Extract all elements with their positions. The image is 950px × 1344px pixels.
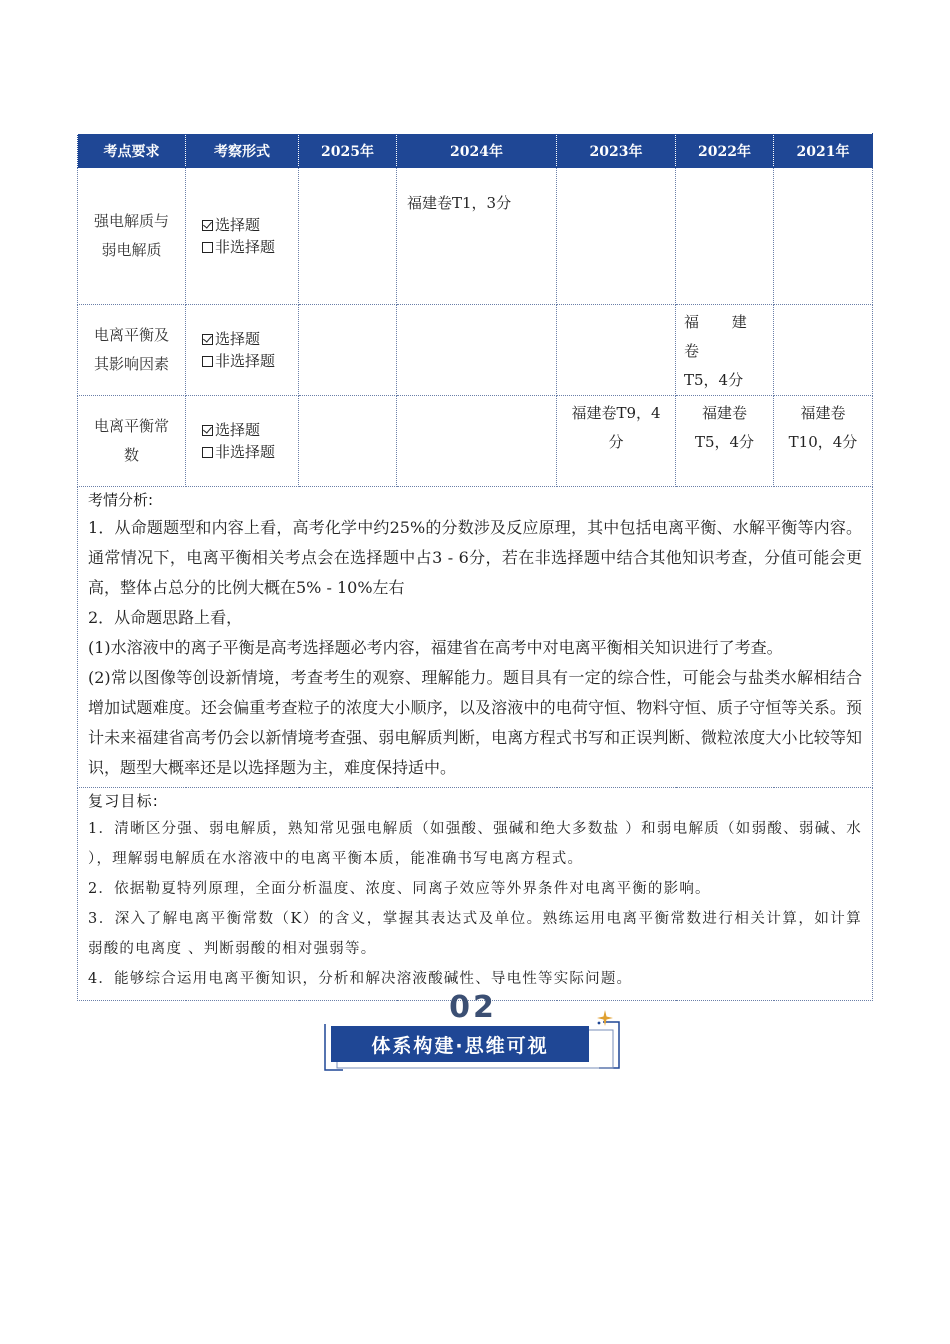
checked-box-icon xyxy=(202,425,213,436)
option-label: 选择题 xyxy=(215,330,261,348)
goals-cell xyxy=(78,788,873,1001)
header-2025: 2025年 xyxy=(299,134,397,168)
topic-cell xyxy=(78,396,186,487)
cell-line: 分 xyxy=(608,433,624,451)
table-row xyxy=(78,305,873,396)
analysis-cell xyxy=(78,487,873,788)
goal-item: 2．依据勒夏特列原理，全面分析温度、浓度、同离子效应等外界条件对电离平衡的影响。 xyxy=(88,881,711,897)
analysis-row xyxy=(78,487,873,788)
cell-2021 xyxy=(774,168,873,305)
cell-2021 xyxy=(774,396,873,487)
analysis-paragraph: (1)水溶液中的离子平衡是高考选择题必考内容，福建省在高考中对电离平衡相关知识进行了考查。 xyxy=(88,638,783,657)
cell-2022 xyxy=(676,396,774,487)
form-cell xyxy=(186,396,299,487)
form-cell xyxy=(186,168,299,305)
cell-2022 xyxy=(676,168,774,305)
cell-2021 xyxy=(774,305,873,396)
header-topic: 考点要求 xyxy=(78,134,186,168)
topic-line: 弱电解质 xyxy=(101,241,162,259)
option-label: 非选择题 xyxy=(215,443,276,461)
section-title: 体系构建·思维可视 xyxy=(331,1026,589,1062)
exam-analysis-table xyxy=(77,133,873,1001)
topic-line: 其影响因素 xyxy=(93,355,169,373)
topic-line: 数 xyxy=(123,446,139,464)
goals-row xyxy=(78,788,873,1001)
header-2024: 2024年 xyxy=(397,134,557,168)
goal-item: 3．深入了解电离平衡常数（K）的含义，掌握其表达式及单位。熟练运用电离平衡常数进行相关计算，如计算弱酸的电离度 、判断弱酸的相对强弱等。 xyxy=(88,911,862,957)
cell-2024: 福建卷T1，3分 xyxy=(397,168,557,305)
section-banner xyxy=(323,990,623,1074)
analysis-paragraph: 1．从命题题型和内容上看，高考化学中约25%的分数涉及反应原理，其中包括电离平衡、水解平衡等内容。通常情况下，电离平衡相关考点会在选择题中占3 - 6分，若在非选择题中结合其他知识考查，分值可能会更高，整体占总分的比例大概在5% - 10%左右 xyxy=(88,518,862,597)
header-2022: 2022年 xyxy=(676,134,774,168)
topic-line: 电离平衡及 xyxy=(93,326,169,344)
unchecked-box-icon xyxy=(202,356,213,367)
header-2021: 2021年 xyxy=(774,134,873,168)
table-row xyxy=(78,168,873,305)
cell-2025 xyxy=(299,305,397,396)
cell-line: T5，4分 xyxy=(694,433,755,451)
topic-cell xyxy=(78,168,186,305)
analysis-paragraph: (2)常以图像等创设新情境，考查考生的观察、理解能力。题目具有一定的综合性，可能会与盐类水解相结合增加试题难度。还会偏重考查粒子的浓度大小顺序，以及溶液中的电荷守恒、物料守恒、质子守恒等关系。预计未来福建省高考仍会以新情境考查强、弱电解质判断，电离方程式书写和正误判断、微粒浓度大小比较等知识，题型大概率还是以选择题为主，难度保持适中。 xyxy=(88,668,862,777)
goal-item: 4．能够综合运用电离平衡知识，分析和解决溶液酸碱性、导电性等实际问题。 xyxy=(88,971,633,987)
analysis-paragraph: 2．从命题思路上看， xyxy=(88,608,243,627)
checked-box-icon xyxy=(202,220,213,231)
unchecked-box-icon xyxy=(202,242,213,253)
cell-line: 福建卷 xyxy=(701,404,747,422)
header-form: 考察形式 xyxy=(186,134,299,168)
table-header-row xyxy=(78,134,873,168)
cell-line: 福建卷T9，4 xyxy=(571,404,661,422)
topic-line: 强电解质与 xyxy=(93,212,169,230)
cell-2023 xyxy=(557,305,676,396)
cell-2022 xyxy=(676,305,774,396)
option-label: 选择题 xyxy=(215,216,261,234)
topic-cell xyxy=(78,305,186,396)
option-label: 非选择题 xyxy=(215,352,276,370)
cell-2023 xyxy=(557,168,676,305)
analysis-title: 考情分析: xyxy=(88,491,154,509)
cell-2024 xyxy=(397,305,557,396)
cell-2025 xyxy=(299,168,397,305)
topic-line: 电离平衡常 xyxy=(93,417,169,435)
goal-item: 1．清晰区分强、弱电解质，熟知常见强电解质（如强酸、强碱和绝大多数盐 ）和弱电解质（如弱酸、弱碱、水 ），理解弱电解质在水溶液中的电离平衡本质，能准确书写电离方程式。 xyxy=(88,821,862,867)
cell-line: 福 建 卷 xyxy=(684,313,761,360)
option-label: 非选择题 xyxy=(215,238,276,256)
checked-box-icon xyxy=(202,334,213,345)
cell-2024 xyxy=(397,396,557,487)
section-number: 02 xyxy=(449,990,497,1025)
header-2023: 2023年 xyxy=(557,134,676,168)
cell-2023 xyxy=(557,396,676,487)
option-label: 选择题 xyxy=(215,421,261,439)
cell-2025 xyxy=(299,396,397,487)
sparkle-icon xyxy=(595,1008,615,1028)
cell-line: T5，4分 xyxy=(684,371,744,389)
table-row xyxy=(78,396,873,487)
cell-line: T10，4分 xyxy=(788,433,858,451)
cell-line: 福建卷 xyxy=(800,404,846,422)
form-cell xyxy=(186,305,299,396)
unchecked-box-icon xyxy=(202,447,213,458)
goals-title: 复习目标: xyxy=(88,792,160,810)
